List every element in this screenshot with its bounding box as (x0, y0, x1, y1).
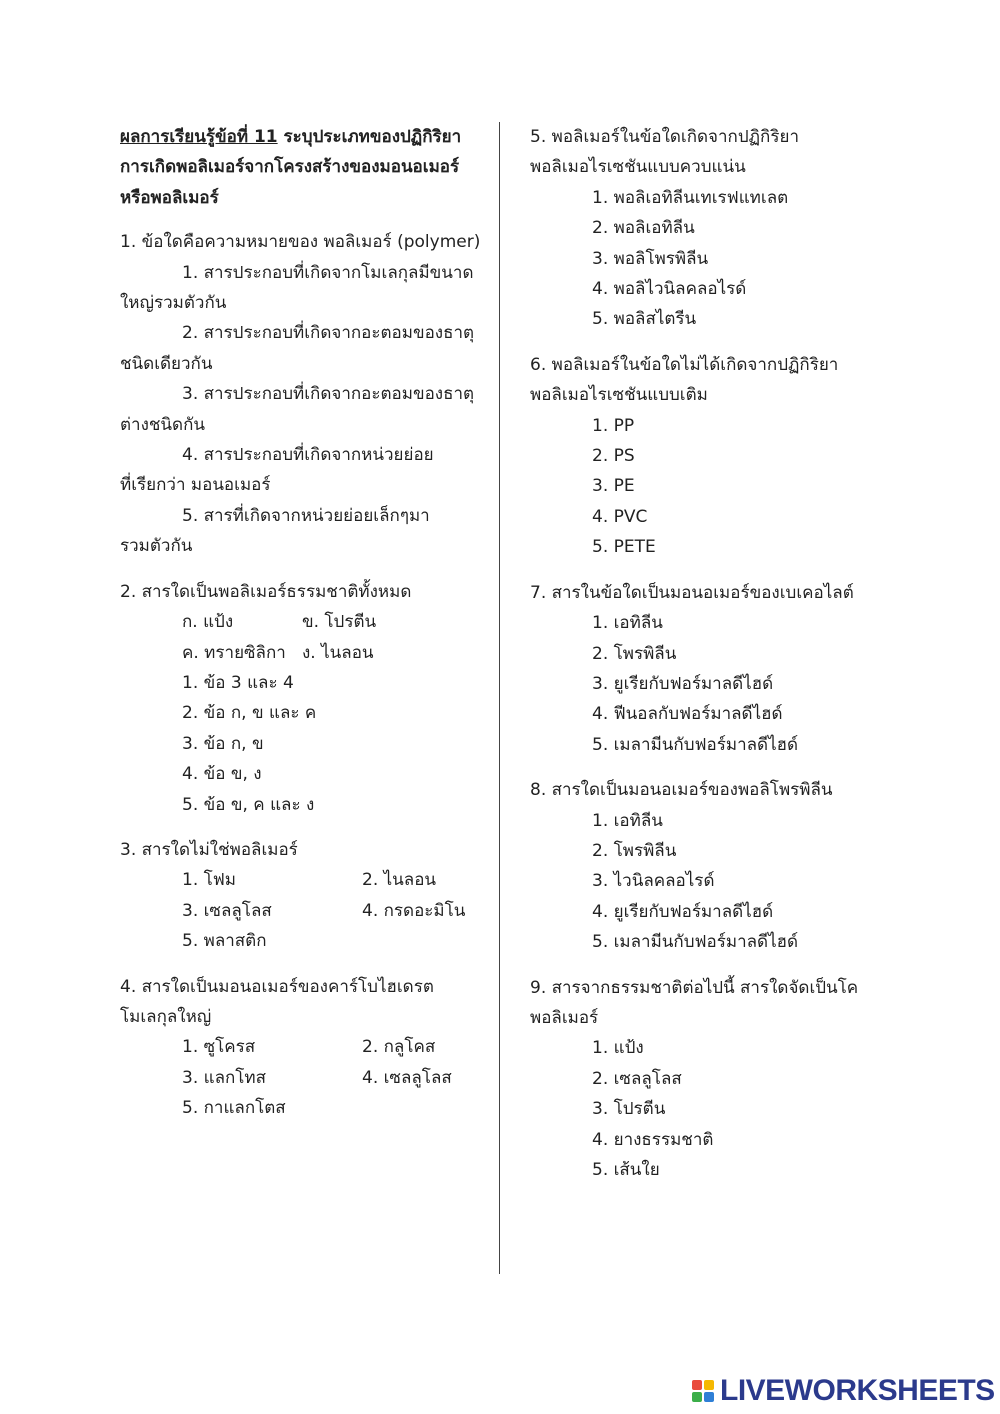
q3-option-1[interactable]: 1. โฟม (182, 870, 236, 891)
q4-option-2[interactable]: 2. กลูโคส (362, 1037, 436, 1058)
q3-option-3[interactable]: 3. เซลลูโลส (182, 900, 272, 921)
q6-option-4[interactable]: 4. PVC (592, 506, 648, 527)
right-column (530, 122, 860, 1200)
question-4-stem-cont: โมเลกุลใหญ่ (120, 1006, 212, 1027)
heading-underlined: ผลการเรียนรู้ข้อที่ 11 (120, 127, 278, 147)
q9-option-5[interactable]: 5. เส้นใย (592, 1160, 660, 1180)
question-4-stem: 4. สารใดเป็นมอนอเมอร์ของคาร์โบไฮเดรต (120, 976, 434, 997)
question-8-stem: 8. สารใดเป็นมอนอเมอร์ของพอลิโพรพิลีน (530, 780, 833, 801)
q3-option-2[interactable]: 2. ไนลอน (362, 870, 437, 891)
q1-option-1[interactable]: 1. สารประกอบที่เกิดจากโมเลกุลมีขนาด (182, 262, 474, 283)
question-2-stem: 2. สารใดเป็นพอลิเมอร์ธรรมชาติทั้งหมด (120, 581, 412, 602)
liveworksheets-logo (692, 1374, 995, 1408)
q9-option-1[interactable]: 1. แป้ง (592, 1038, 644, 1059)
q3-option-4[interactable]: 4. กรดอะมิโน (362, 900, 466, 921)
q1-option-2-cont: ชนิดเดียวกัน (120, 353, 213, 374)
q4-options (120, 1032, 472, 1123)
q2-item-c: ค. ทรายซิลิกา (182, 642, 286, 663)
logo-square-red (692, 1380, 702, 1390)
question-5-stem: 5. พอลิเมอร์ในข้อใดเกิดจากปฏิกิริยา (530, 127, 799, 147)
question-9-stem-cont: พอลิเมอร์ (530, 1007, 599, 1028)
q1-option-1-cont: ใหญ่รวมตัวกัน (120, 293, 227, 314)
question-1-stem: 1. ข้อใดคือความหมายของ พอลิเมอร์ (polymer) (120, 232, 481, 253)
column-divider (499, 122, 500, 1274)
question-6-stem-cont: พอลิเมอไรเซชันแบบเติม (530, 385, 708, 406)
q4-option-4[interactable]: 4. เซลลูโลส (362, 1067, 452, 1088)
q2-items (120, 607, 472, 668)
logo-square-green (692, 1392, 702, 1402)
q2-option-2[interactable]: 2. ข้อ ก, ข และ ค (182, 703, 317, 724)
question-7-stem: 7. สารในข้อใดเป็นมอนอเมอร์ของเบเคอไลต์ (530, 582, 854, 603)
logo-text: LIVEWORKSHEETS (720, 1374, 995, 1407)
q5-option-4[interactable]: 4. พอลิไวนิลคลอไรด์ (592, 279, 747, 300)
q8-option-2[interactable]: 2. โพรพิลีน (592, 840, 677, 861)
q1-option-5[interactable]: 5. สารที่เกิดจากหน่วยย่อยเล็กๆมา (182, 505, 430, 526)
q3-option-5[interactable]: 5. พลาสติก (182, 931, 267, 952)
q2-option-1[interactable]: 1. ข้อ 3 และ 4 (182, 672, 294, 693)
q2-item-b: ข. โปรตีน (302, 612, 377, 633)
heading-rest: ระบุประเภทของปฏิกิริยา (277, 127, 462, 147)
q7-option-5[interactable]: 5. เมลามีนกับฟอร์มาลดีไฮด์ (592, 734, 799, 755)
question-2 (120, 577, 472, 820)
question-3 (120, 835, 472, 957)
q2-option-4[interactable]: 4. ข้อ ข, ง (182, 764, 262, 785)
q9-option-4[interactable]: 4. ยางธรรมชาติ (592, 1129, 714, 1150)
question-5 (530, 122, 860, 335)
q4-option-5[interactable]: 5. กาแลกโตส (182, 1098, 286, 1119)
q5-option-3[interactable]: 3. พอลิโพรพิลีน (592, 248, 709, 269)
question-7 (530, 578, 860, 760)
q7-option-3[interactable]: 3. ยูเรียกับฟอร์มาลดีไฮด์ (592, 673, 774, 694)
question-5-stem-cont: พอลิเมอไรเซชันแบบควบแน่น (530, 157, 746, 178)
logo-mark-icon (692, 1380, 714, 1402)
q8-option-4[interactable]: 4. ยูเรียกับฟอร์มาลดีไฮด์ (592, 901, 774, 922)
q7-option-2[interactable]: 2. โพรพิลีน (592, 643, 677, 664)
question-3-stem: 3. สารใดไม่ใช่พอลิเมอร์ (120, 839, 298, 860)
question-6 (530, 350, 860, 563)
q1-option-3-cont: ต่างชนิดกัน (120, 414, 205, 435)
heading-line3: หรือพอลิเมอร์ (120, 187, 219, 208)
logo-square-blue (704, 1392, 714, 1402)
q1-option-3[interactable]: 3. สารประกอบที่เกิดจากอะตอมของธาตุ (182, 384, 475, 405)
q9-option-2[interactable]: 2. เซลลูโลส (592, 1068, 682, 1089)
q6-option-5[interactable]: 5. PETE (592, 537, 656, 558)
q7-option-4[interactable]: 4. ฟีนอลกับฟอร์มาลดีไฮด์ (592, 704, 783, 725)
question-1 (120, 227, 481, 561)
q1-option-4-cont: ที่เรียกว่า มอนอเมอร์ (120, 475, 271, 496)
q5-option-5[interactable]: 5. พอลิสไตรีน (592, 309, 697, 330)
question-6-stem: 6. พอลิเมอร์ในข้อใดไม่ได้เกิดจากปฏิกิริยา (530, 354, 839, 375)
q4-option-1[interactable]: 1. ซูโครส (182, 1037, 256, 1058)
q6-option-2[interactable]: 2. PS (592, 446, 635, 467)
heading-line2: การเกิดพอลิเมอร์จากโครงสร้างของมอนอเมอร์ (120, 157, 460, 178)
learning-outcome-heading (120, 122, 472, 213)
q1-option-2[interactable]: 2. สารประกอบที่เกิดจากอะตอมของธาตุ (182, 323, 475, 344)
question-4 (120, 972, 472, 1124)
q8-option-5[interactable]: 5. เมลามีนกับฟอร์มาลดีไฮด์ (592, 932, 799, 953)
q2-item-a: ก. แป้ง (182, 612, 234, 633)
q1-option-5-cont: รวมตัวกัน (120, 536, 193, 557)
q2-option-5[interactable]: 5. ข้อ ข, ค และ ง (182, 794, 315, 815)
q6-option-1[interactable]: 1. PP (592, 415, 635, 436)
q4-option-3[interactable]: 3. แลกโทส (182, 1067, 267, 1088)
question-8 (530, 775, 860, 957)
q1-option-4[interactable]: 4. สารประกอบที่เกิดจากหน่วยย่อย (182, 445, 434, 466)
q8-option-3[interactable]: 3. ไวนิลคลอไรด์ (592, 871, 715, 892)
q2-option-3[interactable]: 3. ข้อ ก, ข (182, 733, 264, 754)
q7-option-1[interactable]: 1. เอทิลีน (592, 613, 663, 634)
q5-option-1[interactable]: 1. พอลิเอทิลีนเทเรฟแทเลต (592, 187, 789, 208)
q8-option-1[interactable]: 1. เอทิลีน (592, 810, 663, 831)
logo-square-yellow (704, 1380, 714, 1390)
q9-option-3[interactable]: 3. โปรตีน (592, 1099, 666, 1120)
q6-option-3[interactable]: 3. PE (592, 476, 635, 497)
q5-option-2[interactable]: 2. พอลิเอทิลีน (592, 218, 695, 239)
q2-item-d: ง. ไนลอน (302, 642, 374, 663)
left-column (120, 122, 481, 1139)
question-9-stem: 9. สารจากธรรมชาติต่อไปนี้ สารใดจัดเป็นโค (530, 977, 859, 998)
q3-options (120, 865, 472, 956)
question-9 (530, 973, 860, 1186)
